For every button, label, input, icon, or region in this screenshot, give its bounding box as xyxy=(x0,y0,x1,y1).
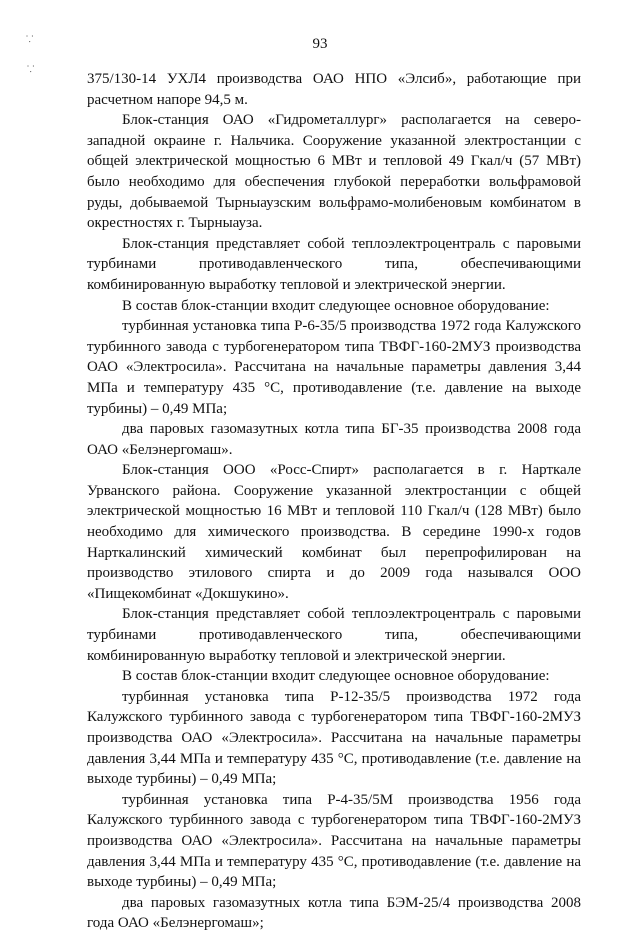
paragraph-8: Блок-станция представляет собой теплоэлектроцентраль с паровыми турбинами противодавленческого типа, обеспечивающими комбинированную выработку тепловой и электрической энергии. xyxy=(87,606,581,664)
paragraph-2: Блок-станция ОАО «Гидрометаллург» располагается на северо-западной окраине г. Нальчика. Сооружение указанной электростанции с общей электрической мощностью 6 МВт и тепловой 49 Гкал/ч (57 МВт) было необходимо для обеспечения глубокой переработки вольфрамовой руды, добываемой Тырныаузским вольфрамо-молибеновым комбинатом в окрестностях г. Тырныауза. xyxy=(87,112,581,232)
paragraph-5: турбинная установка типа Р-6-35/5 производства 1972 года Калужского турбинного завода с турбогенератором типа ТВФГ-160-2МУЗ производства ОАО «Электросила». Рассчитана на начальные параметры давления 3,44 МПа и температуру 435 °С, противодавление (т.е. давление на выходе турбины) – 0,49 МПа; xyxy=(87,318,581,417)
paragraph-10: турбинная установка типа Р-12-35/5 производства 1972 года Калужского турбинного завода с турбогенератором типа ТВФГ-160-2МУЗ производства ОАО «Электросила». Рассчитана на начальные параметры давления 3,44 МПа и температуру 435 °С, противодавление (т.е. давление на выходе турбины) – 0,49 МПа; xyxy=(87,688,581,788)
paragraph-12: два паровых газомазутных котла типа БЭМ-25/4 производства 2008 года ОАО «Белэнергомаш»; xyxy=(87,894,581,932)
paragraph-1: 375/130-14 УХЛ4 производства ОАО НПО «Элсиб», работающие при расчетном напоре 94,5 м. xyxy=(87,71,581,108)
paragraph-11: турбинная установка типа Р-4-35/5М производства 1956 года Калужского турбинного завода с турбогенератором типа ТВФГ-160-2МУЗ производства ОАО «Электросила». Рассчитана на начальные параметры давления 3,44 МПа и температуру 435 °С, противодавление (т.е. давление на выходе турбины) – 0,49 МПа; xyxy=(87,791,581,891)
paragraph-4: В состав блок-станции входит следующее основное оборудование: xyxy=(122,297,550,314)
page-number: 93 xyxy=(312,36,328,52)
paragraph-9: В состав блок-станции входит следующее основное оборудование: xyxy=(122,668,550,685)
paragraph-6: два паровых газомазутных котла типа БГ-35 производства 2008 года ОАО «Белэнергомаш». xyxy=(87,421,581,458)
scan-mark-top: ⸪ xyxy=(26,35,34,45)
document-body xyxy=(87,69,581,934)
scan-mark-bottom: ⸪ xyxy=(27,65,35,75)
paragraph-3: Блок-станция представляет собой теплоэлектроцентраль с паровыми турбинами противодавленческого типа, обеспечивающими комбинированную выработку тепловой и электрической энергии. xyxy=(87,235,581,293)
paragraph-7: Блок-станция ООО «Росс-Спирт» располагается в г. Нарткале Урванского района. Сооружение указанной электростанции с общей электрической мощностью 16 МВт и тепловой 110 Гкал/ч (128 МВт) было необходимо для химического производства. В середине 1990-х годов Нарткалинский химический комбинат был перепрофилирован на производство этилового спирта и до 2009 года назывался ООО «Пищекомбинат «Докшукино». xyxy=(87,462,581,602)
